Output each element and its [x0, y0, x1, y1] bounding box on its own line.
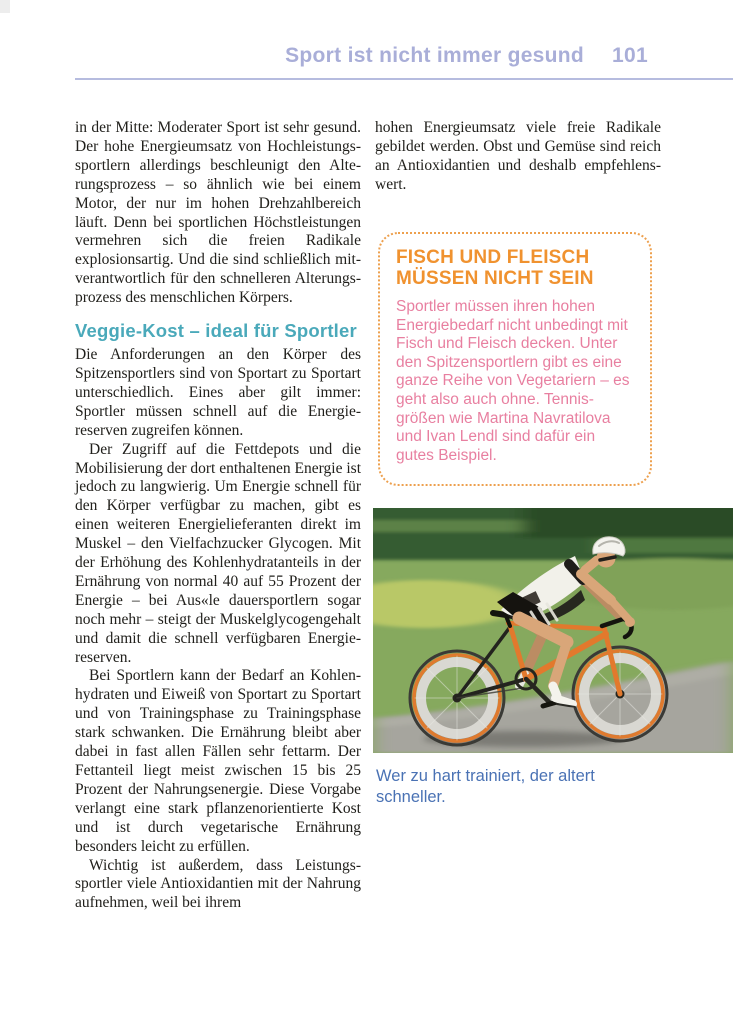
header-rule	[75, 78, 733, 80]
page-number: 101	[612, 44, 648, 67]
running-head-title: Sport ist nicht immer gesund	[285, 44, 585, 67]
body-paragraph-intro: in der Mitte: Moderater Sport ist sehr gesund. Der hohe Energieumsatz von Hochleistungssportlern allerdings beschleunigt den Alterungsprozess – so ähnlich wie bei einem Motor, der nur im hohen Drehzahlbereich läuft. Denn bei sportlichen Höchstleistungen vermehren sich die freien Radikale explosionsartig. Und die sind schließlich mitverantwortlich für den schnelleren Alterungsprozess des menschlichen Körpers.	[75, 119, 361, 307]
infobox-title: FISCH UND FLEISCH MÜSSEN NICHT SEIN	[396, 247, 594, 289]
section-heading: Veggie-Kost – ideal für Sportler	[75, 320, 357, 342]
body-paragraph: Wichtig ist außerdem, dass Leistungssportler viele Antioxidantien mit der Nahrung aufnehmen, weil bei ihrem	[75, 856, 361, 912]
body-paragraph: Die Anforderungen an den Körper des Spitzensportlers sind von Sportart zu Sportart unterschiedlich. Eines aber gilt immer: Sportler müssen schnell auf die Energiereserven zugreifen können.	[75, 346, 361, 439]
infobox	[378, 232, 652, 486]
scan-corner-artifact	[0, 0, 10, 13]
photo-caption: Wer zu hart trainiert, der altert schneller.	[376, 767, 595, 806]
cyclist-photo-graphic	[373, 508, 733, 753]
infobox-body: Sportler müssen ihren hohen Energiebedarf nicht unbedingt mit Fisch und Fleisch decken. Unter den Spitzensportlern gibt es eine ganze Reihe von Vegetariern – es geht also auch ohne. Tennisgrößen wie Martina Navratilova und Ivan Lendl sind dafür ein gutes Beispiel.	[396, 298, 630, 464]
body-paragraph: Bei Sportlern kann der Bedarf an Kohlenhydraten und Eiweiß von Sportart zu Sportart und von Trainingsphase zu Trainingsphase stark schwanken. Die Ernährung bleibt aber dabei in fast allen Fällen sehr fettarm. Der Fettanteil liegt meist zwischen 15 bis 25 Prozent der Nahrungsenergie. Diese Vorgabe verlangt eine stark pflanzenorientierte Kost und ist durch vegetarische Ernährung besonders leicht zu erfüllen.	[75, 667, 361, 855]
body-paragraph: hohen Energieumsatz viele freie Radikale gebildet werden. Obst und Gemüse sind reich an Antioxidantien und deshalb empfehlenswert.	[375, 119, 661, 193]
running-head	[75, 44, 648, 68]
cyclist-photo	[373, 508, 733, 753]
right-column	[375, 119, 661, 195]
left-column	[75, 119, 361, 913]
body-paragraph: Der Zugriff auf die Fettdepots und die Mobilisierung der dort enthaltenen Energie ist jedoch zu langwierig. Um Energie schnell für den Körper verfügbar zu machen, gibt es einen weiteren Energielieferanten direkt im Muskel – den Vielfachzucker Glycogen. Mit der Erhöhung des Kohlenhydratanteils in der Ernährung von normal 40 auf 55 Prozent der Energie – bei Aus«le dauersportlern sogar noch mehr – steigt der Muskelglycogengehalt und damit die schnell verfügbaren Energiereserven.	[75, 440, 361, 666]
